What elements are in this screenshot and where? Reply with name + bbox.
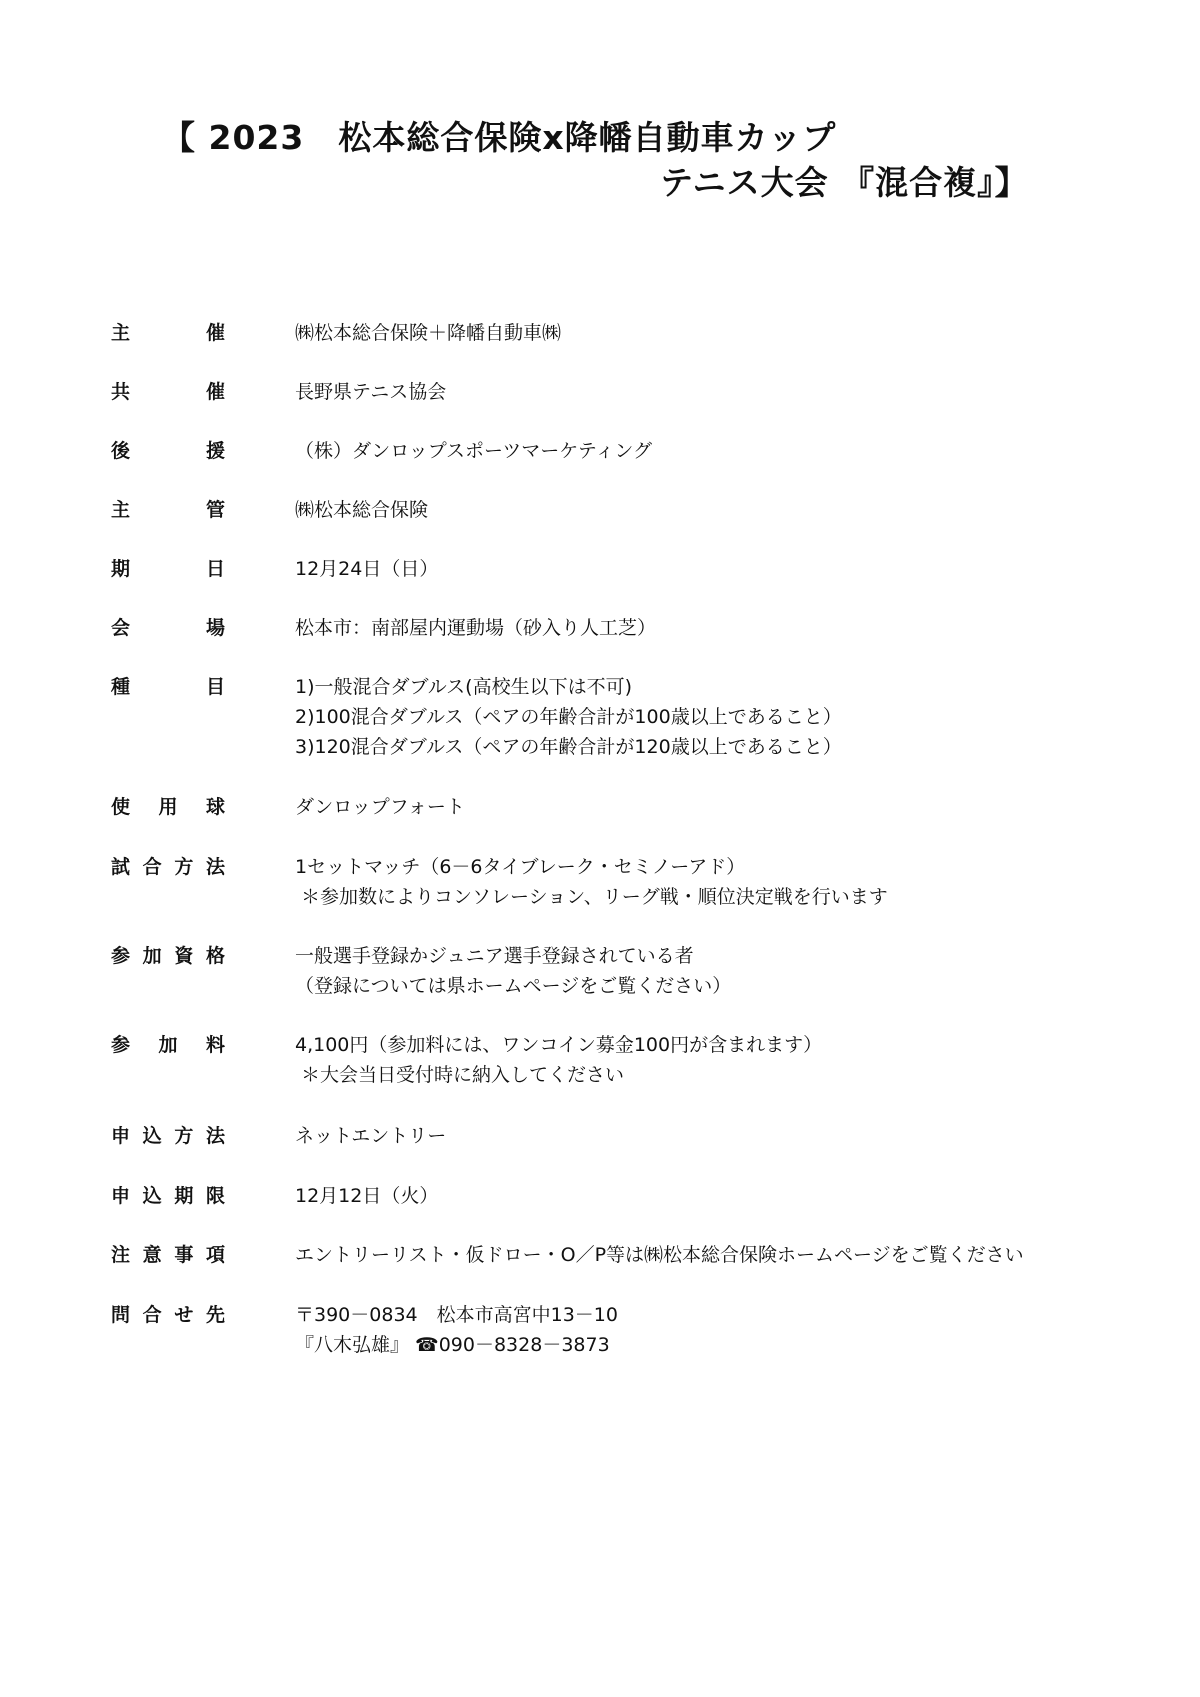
row-label: 種 目 <box>111 676 225 698</box>
row-label: 期 日 <box>111 558 225 580</box>
row-label: 問 合 せ 先 <box>111 1304 225 1326</box>
row-label: 注 意 事 項 <box>111 1244 225 1266</box>
row-value: 〒390－0834 松本市高宮中13－10 『八木弘雄』 ☎090－8328－3873 <box>295 1304 618 1356</box>
title-line-1: 【 2023 松本総合保険x降幡自動車カップ <box>162 118 837 157</box>
row-label: 主 管 <box>111 499 225 521</box>
row-label: 主 催 <box>111 322 225 344</box>
row-value: ㈱松本総合保険＋降幡自動車㈱ <box>295 322 562 344</box>
row-value: 4,100円（参加料には、ワンコイン募金100円が含まれます） ＊大会当日受付時に納入してください <box>295 1034 823 1086</box>
row-label: 参 加 料 <box>111 1034 225 1056</box>
row-label: 後 援 <box>111 440 225 462</box>
row-label: 使 用 球 <box>111 796 225 818</box>
row-value: 1セットマッチ（6－6タイブレーク・セミノーアド） ＊参加数によりコンソレーション、リーグ戦・順位決定戦を行います <box>295 856 888 908</box>
row-label: 申 込 方 法 <box>111 1125 225 1147</box>
row-value: 松本市：南部屋内運動場（砂入り人工芝） <box>295 617 657 639</box>
row-value: 12月12日（火） <box>295 1185 439 1207</box>
row-value: 12月24日（日） <box>295 558 439 580</box>
row-label: 試 合 方 法 <box>111 856 225 878</box>
row-label: 共 催 <box>111 381 225 403</box>
row-value: 一般選手登録かジュニア選手登録されている者 （登録については県ホームページをご覧ください） <box>295 945 732 997</box>
row-value: ダンロップフォート <box>295 796 465 818</box>
row-value: 1)一般混合ダブルス(高校生以下は不可) 2)100混合ダブルス（ペアの年齢合計が100歳以上であること） 3)120混合ダブルス（ペアの年齢合計が120歳以上であること） <box>295 676 842 758</box>
row-label: 申 込 期 限 <box>111 1185 225 1207</box>
row-value: ㈱松本総合保険 <box>295 499 429 521</box>
row-value: 長野県テニス協会 <box>295 381 447 403</box>
title-line-2: テニス大会 『混合複』】 <box>660 163 1029 202</box>
row-label: 参 加 資 格 <box>111 945 225 967</box>
row-value: エントリーリスト・仮ドロー・O／P等は㈱松本総合保険ホームページをご覧ください <box>295 1244 1024 1266</box>
row-value: ネットエントリー <box>295 1125 447 1147</box>
row-value: （株）ダンロップスポーツマーケティング <box>295 440 653 462</box>
row-label: 会 場 <box>111 617 225 639</box>
